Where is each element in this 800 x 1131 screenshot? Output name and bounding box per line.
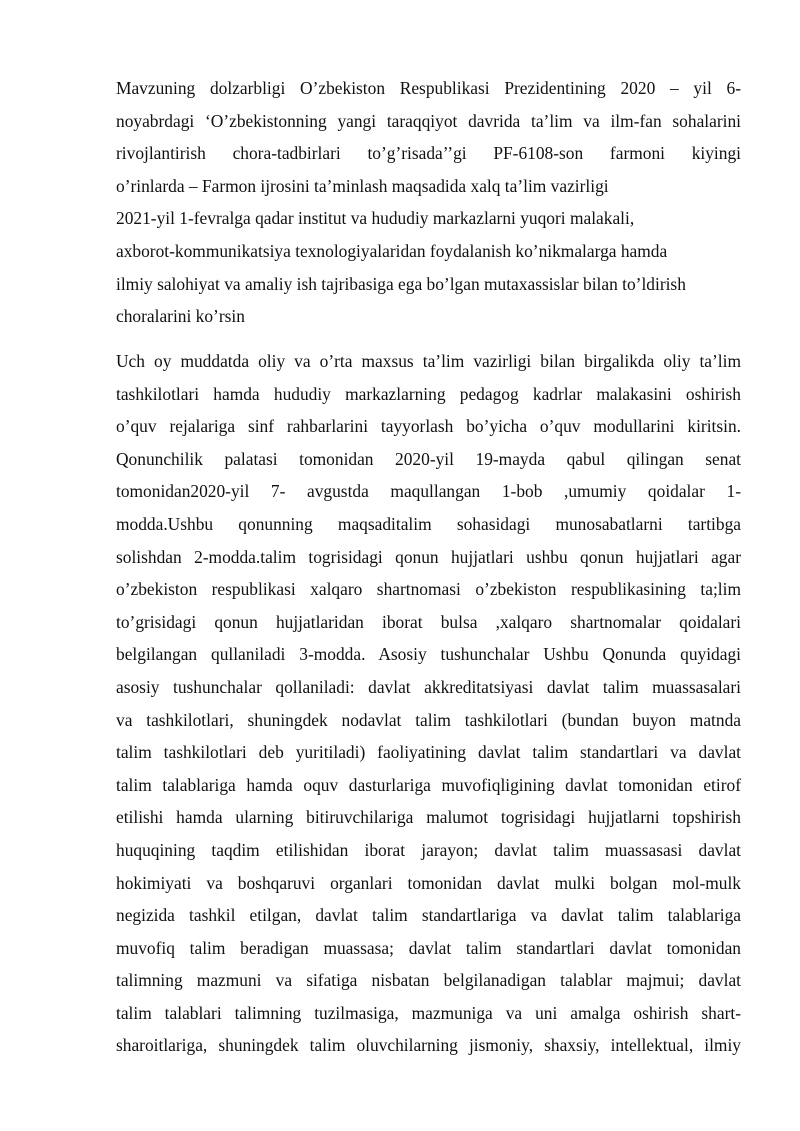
text-line: noyabrdagi ‘O’zbekistonning yangi taraqqiyot davrida ta’lim va ilm-fan sohalarini [116, 110, 741, 131]
text-line: negizida tashkil etilgan, davlat talim standartlariga va davlat talim talablariga [116, 905, 741, 926]
text-line: talim talablari talimning tuzilmasiga, mazmuniga va uni amalga oshirish shart- [116, 1002, 741, 1023]
text-line: modda.Ushbu qonunning maqsaditalim sohasidagi munosabatlarni tartibga [116, 513, 741, 534]
text-line: 2021-yil 1-fevralga qadar institut va hududiy markazlarni yuqori malakali, [116, 208, 635, 229]
text-line: sharoitlariga, shuningdek talim oluvchilarning jismoniy, shaxsiy, intellektual, ilmiy [116, 1035, 741, 1056]
text-line: choralarini ko’rsin [116, 306, 245, 327]
text-line: asosiy tushunchalar qollaniladi: davlat akkreditatsiyasi davlat talim muassasalari [116, 676, 741, 697]
text-line: solishdan 2-modda.talim togrisidagi qonun hujjatlari ushbu qonun hujjatlari agar [116, 546, 741, 567]
text-line: huquqining taqdim etilishidan iborat jarayon; davlat talim muassasasi davlat [116, 839, 741, 860]
text-line: talim talablariga hamda oquv dasturlariga muvofiqligining davlat tomonidan etirof [116, 774, 741, 795]
text-line: muvofiq talim beradigan muassasa; davlat talim standartlari davlat tomonidan [116, 937, 741, 958]
text-line: talimning mazmuni va sifatiga nisbatan belgilanadigan talablar majmui; davlat [116, 970, 741, 991]
text-line: tomonidan2020-yil 7- avgustda maqullangan 1-bob ,umumiy qoidalar 1- [116, 481, 741, 502]
text-line: o’rinlarda – Farmon ijrosini ta’minlash maqsadida xalq ta’lim vazirligi [116, 175, 609, 196]
text-line: rivojlantirish chora-tadbirlari to’g’risada’’gi PF-6108-son farmoni kiyingi [116, 143, 741, 164]
text-line: ilmiy salohiyat va amaliy ish tajribasiga ega bo’lgan mutaxassislar bilan to’ldirish [116, 273, 686, 294]
text-line: etilishi hamda ularning bitiruvchilariga malumot togrisidagi hujjatlarni topshirish [116, 807, 741, 828]
text-line: Qonunchilik palatasi tomonidan 2020-yil 19-mayda qabul qilingan senat [116, 448, 741, 469]
text-line: Uch oy muddatda oliy va o’rta maxsus ta’lim vazirligi bilan birgalikda oliy ta’lim [116, 351, 741, 371]
text-line: Mavzuning dolzarbligi O’zbekiston Respublikasi Prezidentining 2020 – yil 6- [116, 78, 741, 98]
text-line: talim tashkilotlari deb yuritiladi) faoliyatining davlat talim standartlari va davlat [116, 742, 741, 763]
text-line: belgilangan qullaniladi 3-modda. Asosiy tushunchalar Ushbu Qonunda quyidagi [116, 644, 741, 665]
paragraph-intro [116, 72, 741, 333]
text-line: hokimiyati va boshqaruvi organlari tomonidan davlat mulki bolgan mol-mulk [116, 872, 741, 893]
paragraph-law [116, 345, 741, 1062]
text-line: o’zbekiston respublikasi xalqaro shartnomasi o’zbekiston respublikasining ta;lim [116, 579, 741, 600]
text-line: tashkilotlari hamda hududiy markazlarning pedagog kadrlar malakasini oshirish [116, 383, 741, 404]
text-line: o’quv rejalariga sinf rahbarlarini tayyorlash bo’yicha o’quv modullarini kiritsin. [116, 416, 741, 437]
text-line: va tashkilotlari, shuningdek nodavlat talim tashkilotlari (bundan buyon matnda [116, 709, 741, 730]
text-line: axborot-kommunikatsiya texnologiyalaridan foydalanish ko’nikmalarga hamda [116, 240, 668, 261]
text-line: to’grisidagi qonun hujjatlaridan iborat bulsa ,xalqaro shartnomalar qoidalari [116, 611, 741, 632]
